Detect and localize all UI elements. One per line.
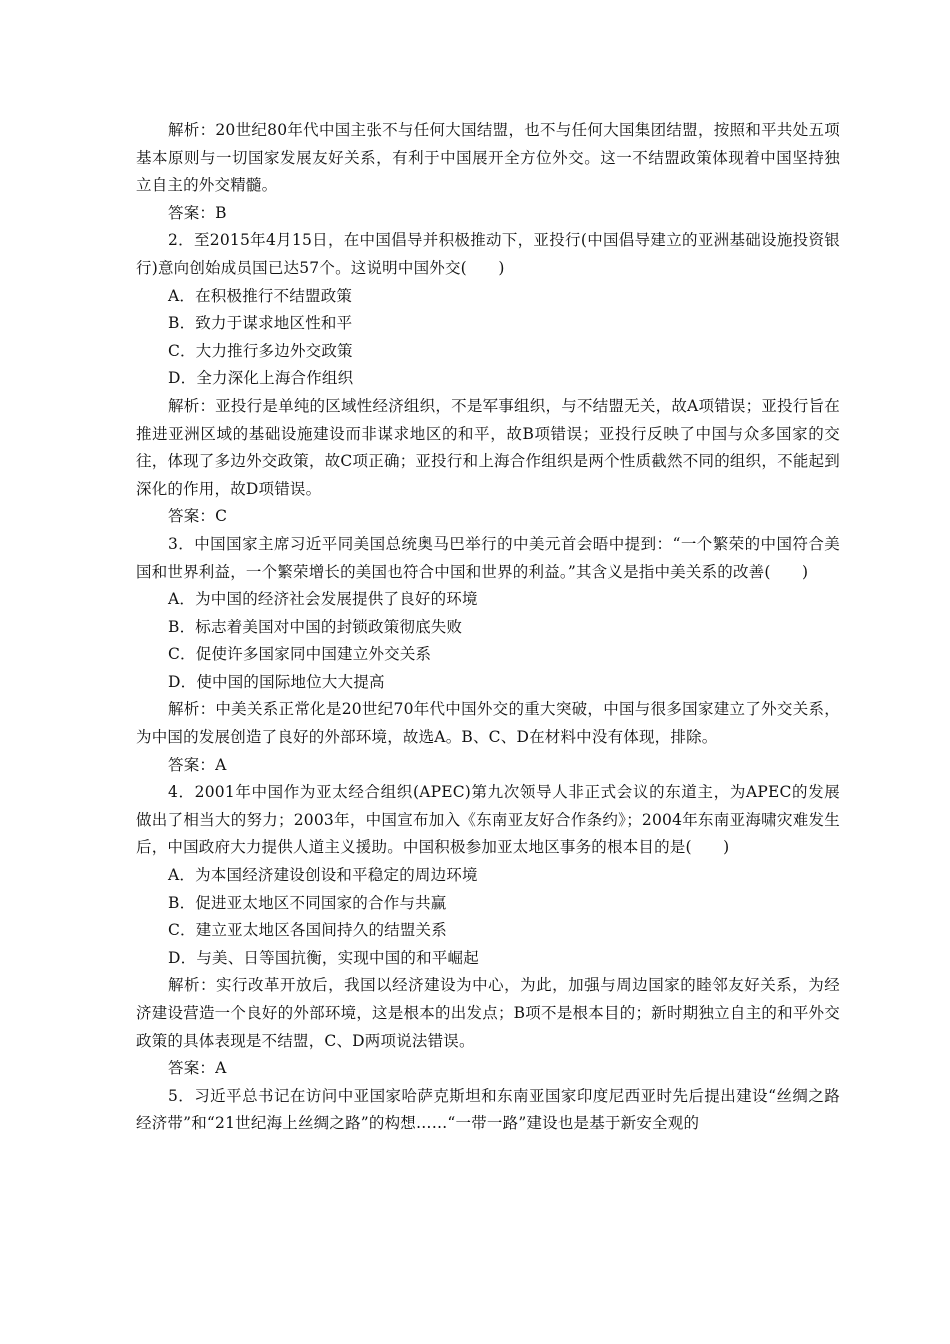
question-3-option-d: D．使中国的国际地位大大提高 (168, 672, 385, 691)
question-3-option-c: C．促使许多国家同中国建立外交关系 (168, 645, 432, 664)
question-4-analysis: 解析：实行改革开放后，我国以经济建设为中心，为此，加强与周边国家的睦邻友好关系，为经济建设营造一个良好的外部环境，这是根本的出发点；B项不是根本目的；新时期独立自主的和平外交政策的具体表现是不结盟，C、D两项说法错误。 (136, 976, 840, 1050)
answer-line: 答案：B (168, 203, 227, 222)
question-2-option-d: D．全力深化上海合作组织 (168, 369, 354, 388)
question-5-stem: 5．习近平总书记在访问中亚国家哈萨克斯坦和东南亚国家印度尼西亚时先后提出建设“丝绸之路经济带”和“21世纪海上丝绸之路”的构想……“一带一路”建设也是基于新安全观的 (136, 1086, 840, 1133)
question-2-stem: 2．至2015年4月15日，在中国倡导并积极推动下，亚投行(中国倡导建立的亚洲基础设施投资银行)意向创始成员国已达57个。这说明中国外交( ) (136, 231, 840, 277)
question-4-option-d: D．与美、日等国抗衡，实现中国的和平崛起 (168, 948, 479, 967)
question-3-answer: 答案：A (168, 755, 227, 774)
question-4-option-b: B．促进亚太地区不同国家的合作与共赢 (168, 893, 447, 912)
question-2-analysis: 解析：亚投行是单纯的区域性经济组织，不是军事组织，与不结盟无关，故A项错误；亚投行旨在推进亚洲区域的基础设施建设而非谋求地区的和平，故B项错误；亚投行反映了中国与众多国家的交往，体现了多边外交政策，故C项正确；亚投行和上海合作组织是两个性质截然不同的组织，不能起到深化的作用，故D项错误。 (136, 396, 840, 498)
document-body (136, 117, 840, 1138)
question-2-option-a: A．在积极推行不结盟政策 (168, 286, 353, 305)
question-2-option-c: C．大力推行多边外交政策 (168, 341, 353, 360)
question-3-stem: 3．中国国家主席习近平同美国总统奥马巴举行的中美元首会晤中提到：“一个繁荣的中国符合美国和世界利益，一个繁荣增长的美国也符合中国和世界的利益。”其含义是指中美关系的改善( ) (136, 534, 840, 581)
question-3-option-a: A．为中国的经济社会发展提供了良好的环境 (168, 590, 478, 609)
question-4-option-a: A．为本国经济建设创设和平稳定的周边环境 (168, 866, 478, 885)
question-4-answer: 答案：A (168, 1059, 227, 1078)
question-3-option-b: B．标志着美国对中国的封锁政策彻底失败 (168, 617, 463, 636)
question-2-answer: 答案：C (168, 507, 228, 526)
question-3-analysis: 解析：中美关系正常化是20世纪70年代中国外交的重大突破，中国与很多国家建立了外交关系，为中国的发展创造了良好的外部环境，故选A。B、C、D在材料中没有体现，排除。 (136, 700, 840, 747)
question-2-option-b: B．致力于谋求地区性和平 (168, 314, 353, 333)
question-4-option-c: C．建立亚太地区各国间持久的结盟关系 (168, 921, 447, 940)
question-4-stem: 4．2001年中国作为亚太经合组织(APEC)第九次领导人非正式会议的东道主，为APEC的发展做出了相当大的努力；2003年，中国宣布加入《东南亚友好合作条约》；2004年东南亚海啸灾难发生后，中国政府大力提供人道主义援助。中国积极参加亚太地区事务的根本目的是( ) (136, 783, 840, 857)
analysis-paragraph: 解析：20世纪80年代中国主张不与任何大国结盟，也不与任何大国集团结盟，按照和平共处五项基本原则与一切国家发展友好关系，有利于中国展开全方位外交。这一不结盟政策体现着中国坚持独立自主的外交精髓。 (136, 121, 840, 195)
